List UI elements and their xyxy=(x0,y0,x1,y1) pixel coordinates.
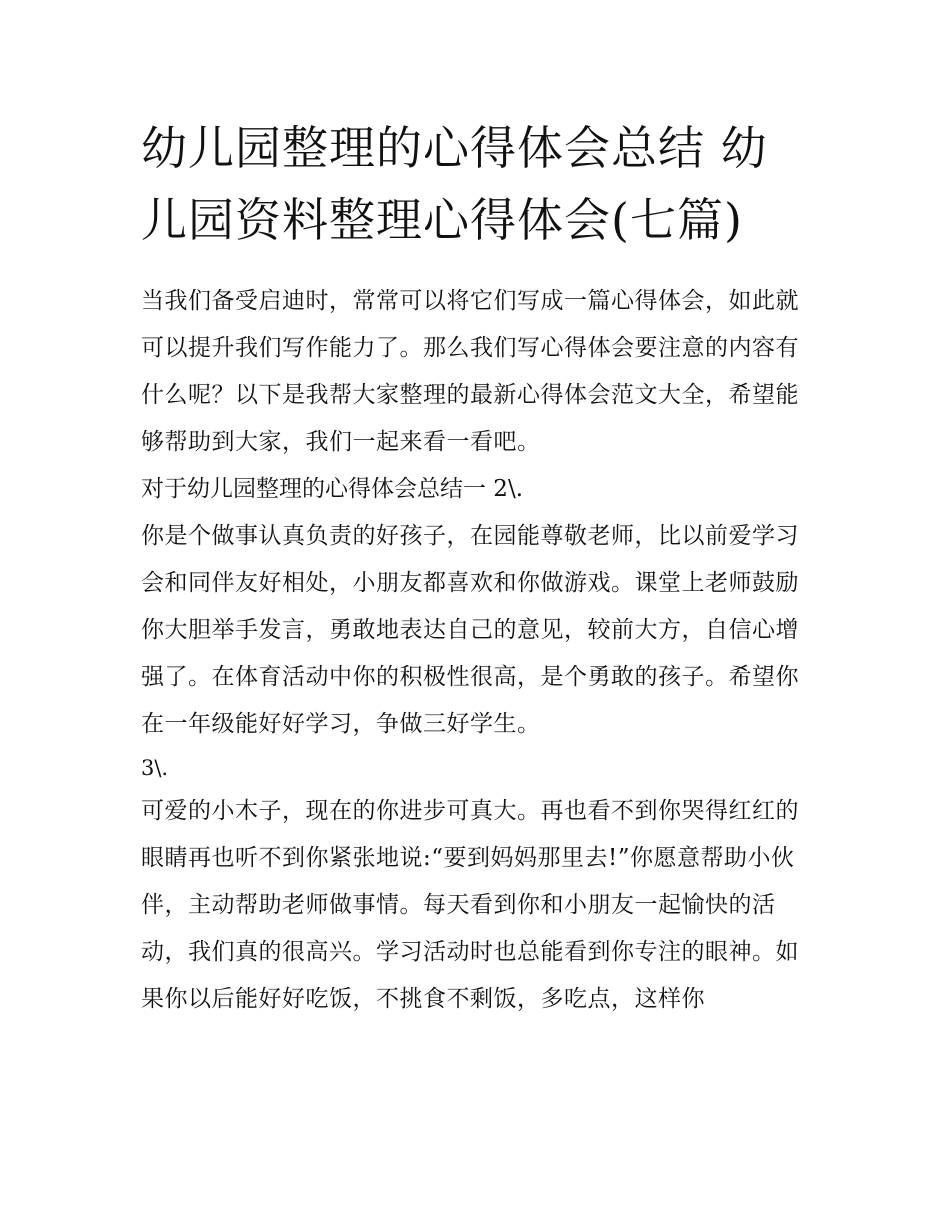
document-title: 幼儿园整理的心得体会总结 幼儿园资料整理心得体会(七篇) xyxy=(141,121,768,247)
intro-paragraph: 当我们备受启迪时，常常可以将它们写成一篇心得体会，如此就可以提升我们写作能力了。那么我们写心得体会要注意的内容有什么呢？以下是我帮大家整理的最新心得体会范文大全，希望能够帮助到大家，我们一起来看一看吧。 xyxy=(141,288,799,455)
section-heading: 对于幼儿园整理的心得体会总结一 2\. xyxy=(141,476,524,502)
body-paragraph-2: 可爱的小木子，现在的你进步可真大。再也看不到你哭得红红的眼睛再也听不到你紧张地说:“要到妈妈那里去!”你愿意帮助小伙伴，主动帮助老师做事情。每天看到你和小朋友一起愉快的活动，我们真的很高兴。学习活动时也总能看到你专注的眼神。如果你以后能好好吃饭，不挑食不剩饭，多吃点，这样你 xyxy=(141,798,799,1012)
body-paragraph-1: 你是个做事认真负责的好孩子，在园能尊敬老师，比以前爱学习会和同伴友好相处，小朋友都喜欢和你做游戏。课堂上老师鼓励你大胆举手发言，勇敢地表达自己的意见，较前大方，自信心增强了。在体育活动中你的积极性很高，是个勇敢的孩子。希望你在一年级能好好学习，争做三好学生。 xyxy=(141,523,799,737)
document-page xyxy=(141,112,813,1023)
item-marker-3: 3\. xyxy=(141,756,169,780)
